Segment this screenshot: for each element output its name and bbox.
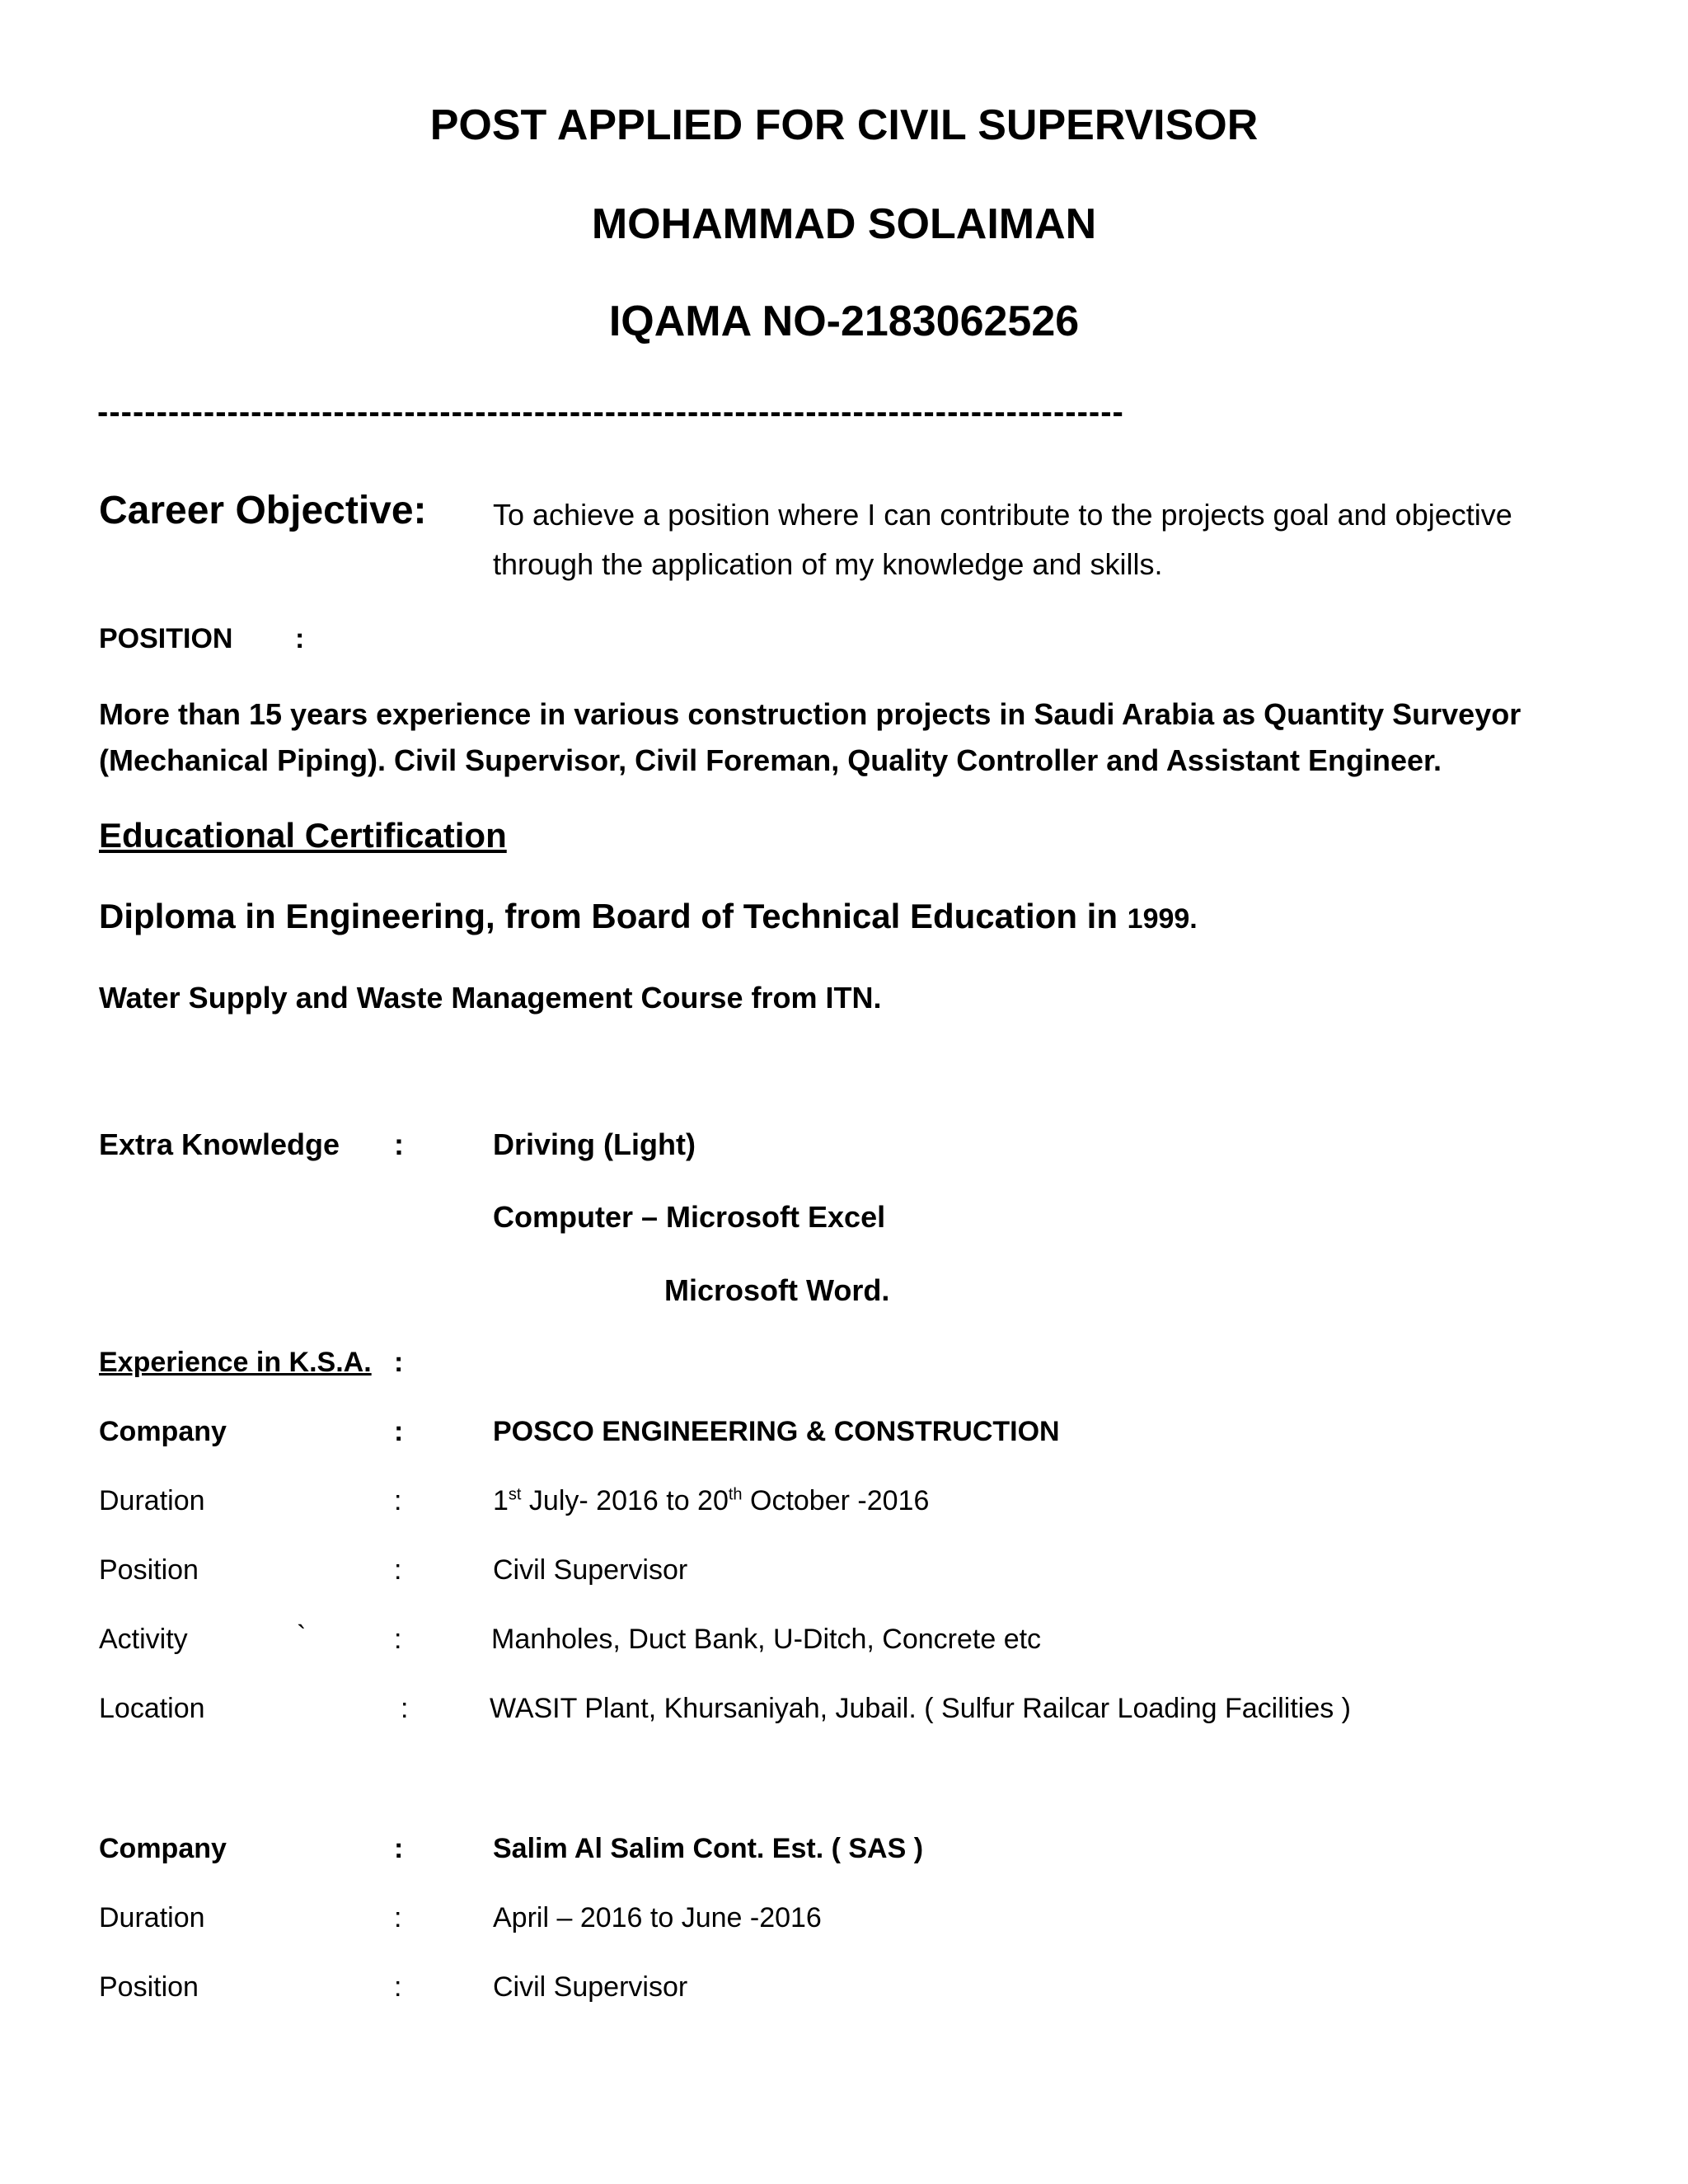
extra-knowledge-driving: Driving (Light)	[493, 1127, 696, 1161]
job2-duration-colon: :	[394, 1902, 402, 1933]
job1-activity-mark: `	[297, 1620, 307, 1652]
extra-knowledge-label: Extra Knowledge	[99, 1127, 340, 1161]
job1-activity-label: Activity	[99, 1624, 188, 1655]
position-summary-line2: (Mechanical Piping). Civil Supervisor, Civil Foreman, Quality Controller and Assistant Engineer.	[99, 743, 1442, 777]
career-objective-heading: Career Objective:	[99, 489, 427, 532]
job2-duration-label: Duration	[99, 1902, 205, 1933]
job2-company-label: Company	[99, 1833, 227, 1864]
job1-company-colon: :	[394, 1416, 404, 1447]
post-applied-heading: POST APPLIED FOR CIVIL SUPERVISOR	[429, 101, 1259, 149]
job1-location-label: Location	[99, 1693, 205, 1724]
diploma-line	[99, 897, 1198, 936]
job2-company-colon: :	[394, 1833, 404, 1864]
job2-position-colon: :	[394, 1971, 402, 2003]
extra-knowledge-word: Microsoft Word.	[664, 1273, 890, 1307]
position-summary-line1: More than 15 years experience in various construction projects in Saudi Arabia as Quantity Surveyor	[99, 697, 1522, 731]
job1-company: POSCO ENGINEERING & CONSTRUCTION	[493, 1416, 1060, 1447]
job2-position-label: Position	[99, 1971, 199, 2003]
job2-duration: April – 2016 to June -2016	[493, 1902, 822, 1933]
job1-position: Civil Supervisor	[493, 1554, 688, 1586]
career-objective-line2: through the application of my knowledge and skills.	[493, 547, 1163, 581]
job1-activity-colon: :	[394, 1624, 402, 1655]
divider-line: ---------------------------------------------------------------------------------------	[97, 394, 1124, 430]
job1-duration-ordinal2: th	[728, 1485, 743, 1504]
experience-colon: :	[394, 1347, 404, 1378]
job1-company-label: Company	[99, 1416, 227, 1447]
course-line: Water Supply and Waste Management Course from ITN.	[99, 981, 882, 1015]
diploma-year: 1999.	[1127, 903, 1198, 935]
job1-duration-colon: :	[394, 1485, 402, 1516]
job2-company: Salim Al Salim Cont. Est. ( SAS )	[493, 1833, 924, 1864]
career-objective-line1: To achieve a position where I can contribute to the projects goal and objective	[493, 498, 1512, 532]
position-label: POSITION	[99, 623, 233, 654]
diploma-text: Diploma in Engineering, from Board of Technical Education in	[99, 897, 1128, 935]
job1-duration-day1: 1	[493, 1485, 509, 1516]
job1-duration-end: October -2016	[742, 1485, 930, 1516]
job1-location-colon: :	[401, 1693, 409, 1724]
job1-activity: Manholes, Duct Bank, U-Ditch, Concrete etc	[491, 1624, 1042, 1655]
job1-duration	[493, 1485, 929, 1517]
position-colon: :	[295, 623, 305, 654]
extra-knowledge-colon: :	[394, 1127, 404, 1161]
extra-knowledge-excel: Computer – Microsoft Excel	[493, 1200, 886, 1234]
experience-heading: Experience in K.S.A.	[99, 1347, 372, 1378]
job1-duration-mid: July- 2016 to 20	[521, 1485, 729, 1516]
job1-duration-label: Duration	[99, 1485, 205, 1516]
job1-position-label: Position	[99, 1554, 199, 1586]
applicant-name: MOHAMMAD SOLAIMAN	[591, 200, 1097, 248]
job1-location: WASIT Plant, Khursaniyah, Jubail. ( Sulfur Railcar Loading Facilities )	[490, 1693, 1352, 1724]
job2-position: Civil Supervisor	[493, 1971, 688, 2003]
job1-duration-ordinal1: st	[508, 1485, 522, 1504]
job1-position-colon: :	[394, 1554, 402, 1586]
education-heading: Educational Certification	[99, 816, 507, 855]
iqama-number: IQAMA NO-2183062526	[608, 298, 1080, 345]
